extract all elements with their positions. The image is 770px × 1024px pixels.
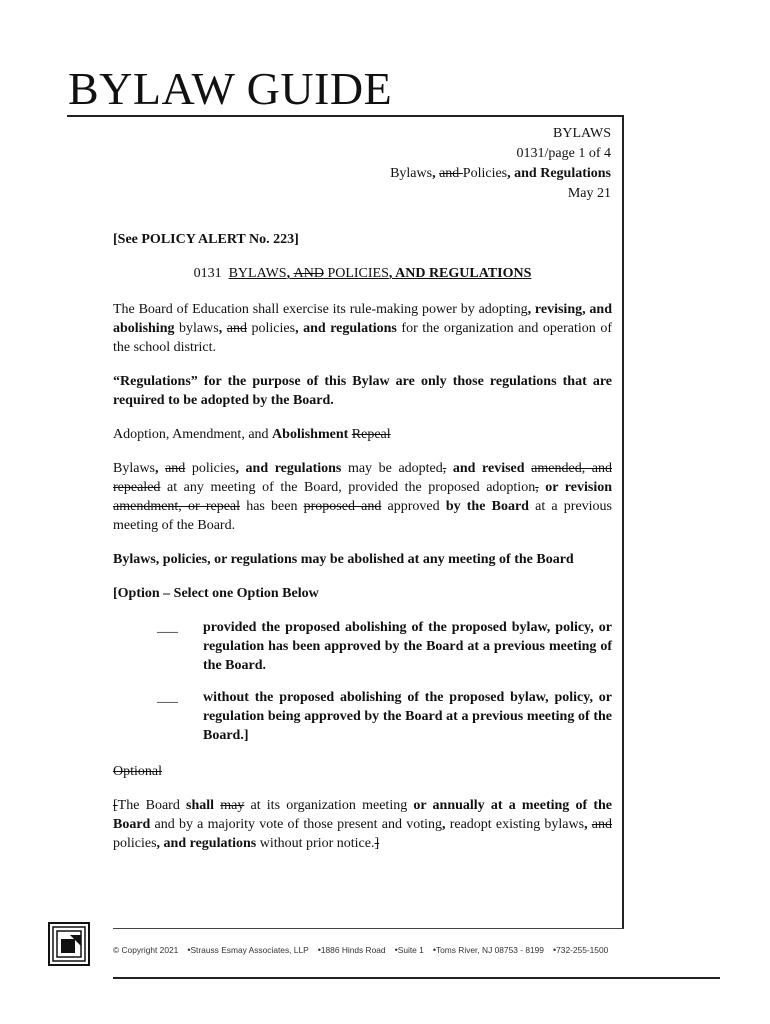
p6-s3: and [591,817,612,832]
p1-f: policies [246,321,296,336]
footer-suite: Suite 1 [397,945,424,955]
page-footer [113,945,753,955]
footer-phone: 732-255-1500 [556,945,609,955]
p4-h: at any meeting of the Board, provided the proposed adoption [160,480,536,495]
header-title-c: Policies [462,166,508,181]
option-header [113,584,612,603]
heading-d: , AND REGULATIONS [388,266,532,281]
p4-a: Bylaws [113,461,155,476]
p2-text: “Regulations” for the purpose of this Bylaw are only those regulations that are required to be adopted by the Board. [113,374,612,408]
heading-c: POLICIES [323,266,389,281]
header-title-b: , [432,166,440,181]
footer-city: Toms River, NJ 08753 - 8199 [435,945,544,955]
option-item[interactable] [113,688,612,745]
paragraph-abolish [113,550,612,569]
header-title-a: Bylaws [390,166,433,181]
p1-c: bylaws [174,321,219,336]
p1-a: The Board of Education shall exercise its rule-making power by adopting [113,302,528,317]
p4-e: may be adopted [341,461,443,476]
option-text: provided the proposed abolishing of the proposed bylaw, policy, or regulation has been approved by the Board at a previous meeting of the Board. [203,620,612,673]
p6-d: at its organization meeting [244,798,414,813]
footer-company: Strauss Esmay Associates, LLP [190,945,309,955]
right-rule [622,115,624,929]
p4-l: approved [381,499,446,514]
header-line-title [390,164,611,184]
p6-a: The Board [117,798,187,813]
top-rule [67,115,623,117]
p6-s1: [ [113,798,118,813]
paragraph-rulemaking [113,300,612,357]
p4-f: and revised [446,461,525,476]
heading-b: , [286,266,294,281]
p1-g: , and regulations [295,321,397,336]
policy-alert-text: [See POLICY ALERT No. 223] [113,232,299,247]
option-text: without the proposed abolishing of the proposed bylaw, policy, or regulation being approved by the Board at a previous meeting of the Board.] [203,690,612,743]
footer-separator: • [317,945,321,955]
content-bottom-rule [113,928,623,929]
document-title: BYLAW GUIDE [68,63,393,114]
option-checkbox-blank[interactable]: ___ [157,620,178,635]
p6-e: or annually at a meeting of the Board [113,798,612,832]
footer-separator: • [432,945,436,955]
footer-separator: • [552,945,557,955]
p5-text: Bylaws, policies, or regulations may be abolished at any meeting of the Board [113,552,574,567]
policy-alert [113,230,612,249]
optional-label [113,762,612,781]
document-body [113,230,612,868]
p6-h: readopt existing bylaws [445,817,585,832]
heading-number: 0131 [193,266,222,281]
heading-strike: AND [293,266,324,281]
p6-g: , [441,817,446,832]
p4-s4: , [535,480,539,495]
p4-n: at a previous meeting of the Board. [113,499,613,533]
p3-strike: Repeal [351,427,391,442]
paragraph-readopt [113,796,612,853]
heading-a: BYLAWS [228,266,287,281]
p4-s6: proposed and [303,499,382,514]
p4-s1: and [165,461,186,476]
subheading-adoption [113,425,612,444]
p6-f: and by a majority vote of those present and voting [150,817,442,832]
p4-s3: amended, and repealed [113,461,612,495]
footer-copyright: © Copyright 2021 [113,945,179,955]
header-title-strike: and [439,166,463,181]
header-title-d: , and Regulations [507,166,611,181]
p4-s2: , [442,461,447,476]
p4-s5: amendment, or repeal [113,499,241,514]
p6-l: without prior notice. [256,836,375,851]
p4-m: by the Board [445,499,529,514]
strauss-esmay-logo-icon [48,922,90,966]
p3-a: Adoption, Amendment, and [113,427,273,442]
p6-i: , [584,817,592,832]
p4-d: , and regulations [235,461,342,476]
paragraph-adoption [113,459,612,535]
paragraph-regulations-definition [113,372,612,410]
option-checkbox-blank[interactable]: ___ [157,690,178,705]
footer-address: 1886 Hinds Road [320,945,386,955]
header-line-page: 0131/page 1 of 4 [516,146,611,161]
footer-separator: • [394,945,398,955]
p6-s4: ] [374,836,380,851]
heading-title [229,266,532,281]
p1-b: , revising, and abolishing [113,302,613,336]
p6-b: shall [186,798,215,813]
p6-j: policies [113,836,157,851]
p1-d: , [218,321,223,336]
p4-c: policies [185,461,236,476]
footer-rule [113,977,720,979]
header-line-date: May 21 [567,186,611,201]
p1-strike: and [226,321,247,336]
footer-separator: • [187,945,191,955]
policy-header [390,124,611,204]
p3-b: Abolishment [272,427,349,442]
option-header-text: [Option – Select one Option Below [113,586,319,601]
p6-s2: may [220,798,245,813]
option-item[interactable] [113,618,612,675]
header-line-bylaws: BYLAWS [553,126,611,141]
p6-k: , and regulations [156,836,257,851]
section-heading [113,264,612,283]
p4-i: or revision [538,480,612,495]
p4-b: , [155,461,166,476]
optional-label-text: Optional [113,764,162,779]
p4-k: has been [240,499,304,514]
p1-h: for the organization and operation of the school district. [113,321,612,355]
